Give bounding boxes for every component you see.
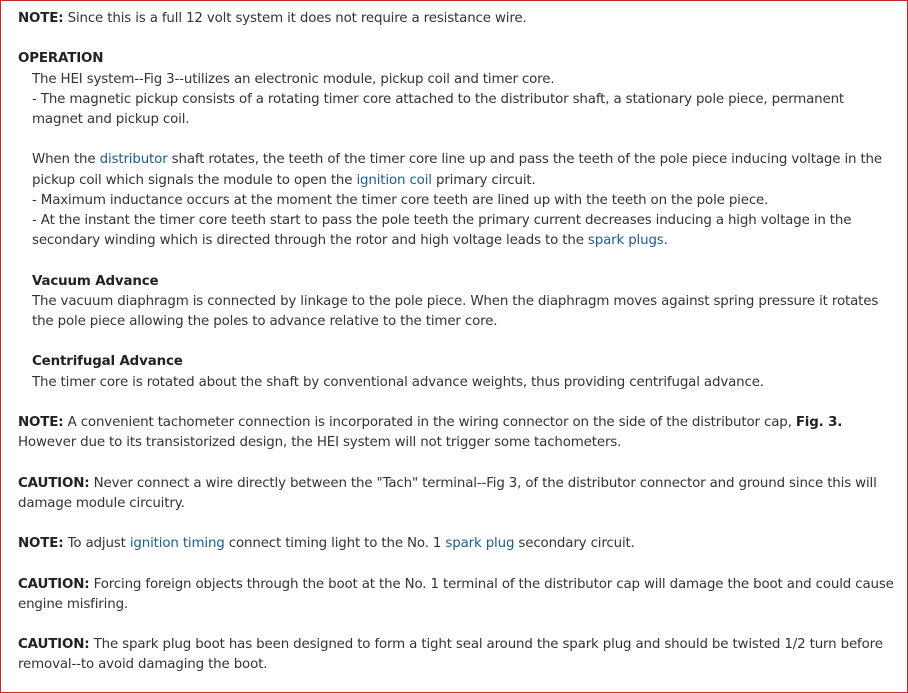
note-text: To adjust [63, 536, 130, 552]
ignition-timing-link[interactable]: ignition timing [129, 536, 225, 552]
note-label: NOTE: [18, 11, 64, 26]
note-text: connect timing light to the No. 1 [224, 536, 446, 552]
operation-max-inductance: - Maximum inductance occurs at the moment the timer core teeth are lined up with the teeth on the pole piece. [32, 192, 769, 208]
spacer [18, 453, 896, 473]
caution-label: CAUTION: [18, 576, 90, 592]
note-text: A convenient tachometer connection is incorporated in the wiring connector on the side of the distributor cap, [63, 414, 796, 430]
operation-heading-text: OPERATION [18, 51, 104, 67]
caution-text: Never connect a wire directly between the "Tach" terminal--Fig 3, of the distributor connector and ground since this will damage module circuitry. [18, 475, 877, 511]
operation-pickup-text: - The magnetic pickup consists of a rotating timer core attached to the distributor shaft, a stationary pole piece, permanent magnet and pickup coil. [32, 91, 845, 127]
note-ignition-timing [18, 534, 896, 554]
operation-pickup [18, 90, 896, 130]
spark-plugs-link[interactable]: spark plugs [587, 233, 664, 249]
paragraph-text: . [663, 233, 668, 249]
operation-intro: The HEI system--Fig 3--utilizes an electronic module, pickup coil and timer core. [32, 71, 555, 87]
centrifugal-advance-heading-text: Centrifugal Advance [32, 354, 183, 370]
spacer [18, 130, 896, 150]
caution-tach-terminal [18, 474, 896, 514]
spark-plug-link[interactable]: spark plug [445, 536, 515, 552]
note-text: However due to its transistorized design, the HEI system will not trigger some tachometers. [18, 435, 622, 451]
centrifugal-advance-text: The timer core is rotated about the shaft by conventional advance weights, thus providing centrifugal advance. [32, 374, 764, 390]
caution-text: The spark plug boot has been designed to form a tight seal around the spark plug and should be twisted 1/2 turn before removal--to avoid damaging the boot. [18, 637, 883, 673]
vacuum-advance-heading [18, 272, 896, 292]
note-text: Since this is a full 12 volt system it does not require a resistance wire. [63, 11, 527, 26]
spacer [18, 393, 896, 413]
paragraph-text: primary circuit. [431, 172, 536, 188]
operation-heading [18, 49, 896, 69]
caution-foreign-objects [18, 575, 896, 615]
distributor-link[interactable]: distributor [99, 152, 168, 168]
paragraph-text: - At the instant the timer core teeth start to pass the pole teeth the primary current decreases inducing a high voltage in the secondary winding which is directed through the rotor and high voltage leads to the [32, 213, 852, 249]
spacer [18, 554, 896, 574]
note-label: NOTE: [18, 536, 64, 552]
operation-primary-current [18, 211, 896, 251]
caution-spark-plug-boot [18, 635, 896, 675]
vacuum-advance-heading-text: Vacuum Advance [32, 273, 159, 289]
operation-distributor-paragraph [18, 150, 896, 190]
spacer [18, 251, 896, 271]
caution-label: CAUTION: [18, 475, 90, 491]
spacer [18, 29, 896, 49]
spacer [18, 514, 896, 534]
paragraph-text: shaft rotates, the teeth of the timer core line up and pass the teeth of the pole piece inducing voltage in the pickup coil which signals the module to open the [32, 152, 882, 188]
caution-text: Forcing foreign objects through the boot at the No. 1 terminal of the distributor cap will damage the boot and could cause engine misfiring. [18, 576, 894, 612]
fig-reference: Fig. 3. [795, 414, 843, 430]
centrifugal-advance-heading [18, 352, 896, 372]
caution-label: CAUTION: [18, 637, 90, 653]
vacuum-advance-text: The vacuum diaphragm is connected by linkage to the pole piece. When the diaphragm moves against spring pressure it rotates the pole piece allowing the poles to advance relative to the timer core. [32, 293, 879, 329]
document-body [18, 9, 896, 676]
ignition-coil-link[interactable]: ignition coil [356, 172, 432, 188]
note-text: secondary circuit. [514, 536, 635, 552]
note-label: NOTE: [18, 414, 64, 430]
paragraph-text: When the [32, 152, 100, 168]
spacer [18, 332, 896, 352]
note-resistance-wire [18, 9, 896, 29]
spacer [18, 615, 896, 635]
note-tachometer [18, 413, 896, 453]
